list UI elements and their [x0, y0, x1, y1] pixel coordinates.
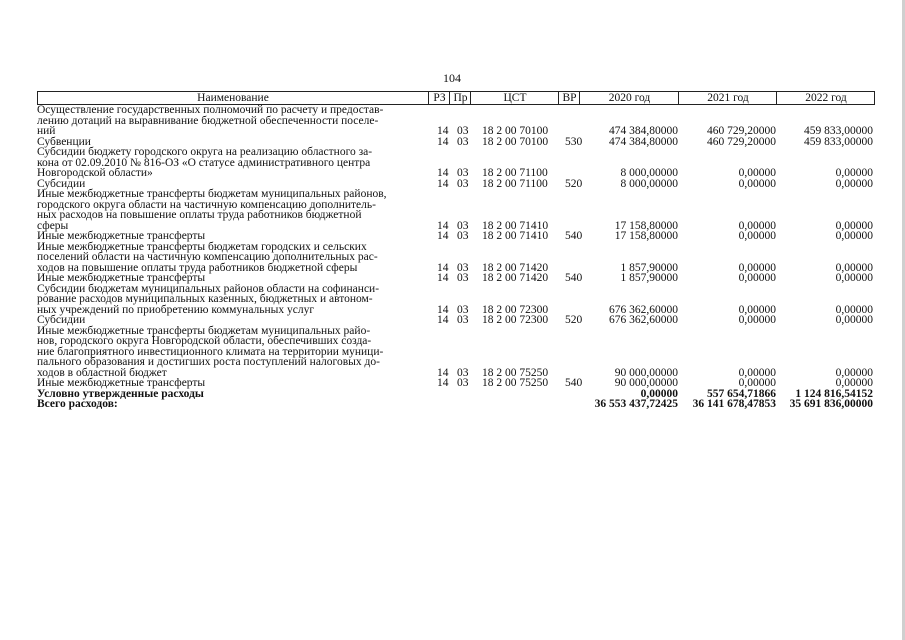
- header-rz: РЗ: [428, 92, 450, 104]
- row-rz: 14: [437, 261, 449, 274]
- row-pr: 03: [457, 377, 469, 389]
- row-rz: 14: [437, 303, 449, 316]
- row-cst: 18 2 00 71410: [482, 230, 549, 242]
- row-name: Иные межбюджетные трансферты: [37, 377, 206, 389]
- row-rz: 14: [437, 177, 449, 190]
- row-2020: 0,00000: [640, 387, 678, 400]
- row-2022: 0,00000: [835, 177, 873, 190]
- row-2022: 0,00000: [835, 314, 873, 326]
- row-2020: 8 000,00000: [620, 167, 678, 179]
- row-2020: 474 384,80000: [609, 125, 678, 137]
- row-2020: 676 362,60000: [609, 303, 678, 316]
- row-name: Иные межбюджетные трансферты: [37, 272, 206, 284]
- row-pr: 03: [457, 314, 469, 326]
- row-2021: 557 654,71866: [707, 387, 776, 400]
- row-vr: 540: [565, 230, 583, 242]
- row-rz: 14: [437, 135, 449, 148]
- row-2022: 0,00000: [835, 261, 873, 274]
- row-vr: 540: [565, 272, 583, 284]
- row-pr: 03: [457, 135, 469, 148]
- header-2022: 2022 год: [776, 92, 875, 104]
- row-2020: 474 384,80000: [609, 135, 678, 148]
- row-pr: 03: [457, 125, 469, 137]
- row-cst: 18 2 00 71100: [482, 177, 548, 190]
- row-pr: 03: [457, 177, 469, 190]
- row-2022: 35 691 836,00000: [789, 398, 873, 410]
- budget-table: [37, 91, 875, 410]
- table-row: [37, 326, 875, 379]
- table-body: [37, 105, 875, 410]
- row-2020: 1 857,90000: [620, 272, 678, 284]
- header-name: Наименование: [197, 92, 269, 104]
- row-name: Субвенции: [37, 135, 91, 148]
- row-cst: 18 2 00 72300: [482, 303, 549, 316]
- row-2021: 0,00000: [738, 177, 776, 190]
- row-pr: 03: [457, 366, 469, 379]
- row-rz: 14: [437, 377, 449, 389]
- table-header: [37, 91, 875, 105]
- row-2022: 0,00000: [835, 219, 873, 232]
- row-2021: 0,00000: [738, 366, 776, 379]
- row-2021: 0,00000: [738, 167, 776, 179]
- row-2021: 36 141 678,47853: [692, 398, 776, 410]
- row-name: Субсидии: [37, 314, 86, 326]
- row-name: Субсидии: [37, 177, 86, 190]
- row-2021: 0,00000: [738, 219, 776, 232]
- table-row: [37, 242, 875, 274]
- row-vr: 540: [565, 377, 583, 389]
- row-2022: 0,00000: [835, 272, 873, 284]
- row-2021: 460 729,20000: [707, 135, 776, 148]
- row-2022: 0,00000: [835, 366, 873, 379]
- row-name: Иные межбюджетные трансферты: [37, 230, 206, 242]
- row-vr: 520: [565, 314, 583, 326]
- table-row: [37, 105, 875, 137]
- row-cst: 18 2 00 71420: [482, 261, 549, 274]
- row-cst: 18 2 00 75250: [482, 366, 549, 379]
- row-name: Субсидии бюджету городского округа на реализацию областного за- кона от 02.09.2010 № 816-ОЗ «О статусе административного центра Новгородской области»: [37, 146, 373, 179]
- table-row: [37, 231, 875, 242]
- row-2021: 0,00000: [738, 261, 776, 274]
- page-number: 104: [443, 71, 461, 85]
- row-rz: 14: [437, 125, 449, 137]
- row-2022: 459 833,00000: [804, 125, 873, 137]
- row-2021: 0,00000: [738, 303, 776, 316]
- row-2021: 0,00000: [738, 377, 776, 389]
- header-vr: ВР: [558, 92, 580, 104]
- row-2020: 17 158,80000: [614, 230, 678, 242]
- row-rz: 14: [437, 272, 449, 284]
- header-2021: 2021 год: [678, 92, 777, 104]
- row-2020: 90 000,00000: [614, 377, 678, 389]
- row-2020: 8 000,00000: [620, 177, 678, 190]
- row-pr: 03: [457, 261, 469, 274]
- row-2022: 459 833,00000: [804, 135, 873, 148]
- table-row: [37, 189, 875, 231]
- row-pr: 03: [457, 219, 469, 232]
- table-row: [37, 273, 875, 284]
- row-cst: 18 2 00 75250: [482, 377, 549, 389]
- row-cst: 18 2 00 70100: [482, 135, 549, 148]
- row-name: Иные межбюджетные трансферты бюджетам муниципальных райо- нов, городского округа Новгородской области, обеспечивших созда- ние благоприятного инвестиционного климата на территории муници- пального образования и достигших роста поступлений налоговых до- ходов в областной бюджет: [37, 324, 384, 379]
- header-cst: ЦСТ: [470, 92, 559, 104]
- row-cst: 18 2 00 70100: [482, 125, 549, 137]
- row-rz: 14: [437, 230, 449, 242]
- row-vr: 520: [565, 177, 583, 190]
- row-2021: 0,00000: [738, 230, 776, 242]
- row-2022: 0,00000: [835, 377, 873, 389]
- row-2020: 36 553 437,72425: [594, 398, 678, 410]
- row-name: Субсидии бюджетам муниципальных районов области на софинанси- рование расходов муниципальных казенных, бюджетных и автоном- ных учреждений по приобретению коммунальных услуг: [37, 282, 380, 316]
- row-2020: 676 362,60000: [609, 314, 678, 326]
- row-cst: 18 2 00 71420: [482, 272, 549, 284]
- row-2020: 17 158,80000: [614, 219, 678, 232]
- row-rz: 14: [437, 219, 449, 232]
- row-cst: 18 2 00 72300: [482, 314, 549, 326]
- table-row: [37, 284, 875, 316]
- table-row: [37, 378, 875, 389]
- row-pr: 03: [457, 303, 469, 316]
- row-2022: 0,00000: [835, 167, 873, 179]
- row-2022: 0,00000: [835, 303, 873, 316]
- row-vr: 530: [565, 135, 583, 148]
- row-rz: 14: [437, 366, 449, 379]
- row-pr: 03: [457, 272, 469, 284]
- row-2022: 1 124 816,54152: [795, 387, 873, 400]
- header-pr: Пр: [449, 92, 471, 104]
- row-2021: 460 729,20000: [707, 125, 776, 137]
- row-rz: 14: [437, 314, 449, 326]
- row-2022: 0,00000: [835, 230, 873, 242]
- row-rz: 14: [437, 167, 449, 179]
- row-name: Осуществление государственных полномочий по расчету и предостав- лению дотаций на выравнивание бюджетной обеспеченности поселе- ний: [37, 104, 384, 137]
- row-name: Иные межбюджетные трансферты бюджетам городских и сельских поселений области на частичную компенсацию дополнительных рас- ходов на повышение оплаты труда работников бюджетной сферы: [37, 240, 378, 274]
- row-name: Иные межбюджетные трансферты бюджетам муниципальных районов, городского округа области на частичную компенсацию дополнитель- ных расходов на повышение оплаты труда работников бюджетной сферы: [37, 188, 387, 232]
- row-cst: 18 2 00 71410: [482, 219, 549, 232]
- table-row: [37, 399, 875, 410]
- row-name: Условно утвержденные расходы: [37, 387, 204, 400]
- row-2021: 0,00000: [738, 272, 776, 284]
- row-name: Всего расходов:: [37, 398, 118, 410]
- table-row: [37, 315, 875, 326]
- row-pr: 03: [457, 230, 469, 242]
- header-2020: 2020 год: [579, 92, 679, 104]
- table-row: [37, 147, 875, 179]
- row-cst: 18 2 00 71100: [482, 167, 548, 179]
- row-2020: 1 857,90000: [620, 261, 678, 274]
- row-2021: 0,00000: [738, 314, 776, 326]
- row-pr: 03: [457, 167, 469, 179]
- row-2020: 90 000,00000: [614, 366, 678, 379]
